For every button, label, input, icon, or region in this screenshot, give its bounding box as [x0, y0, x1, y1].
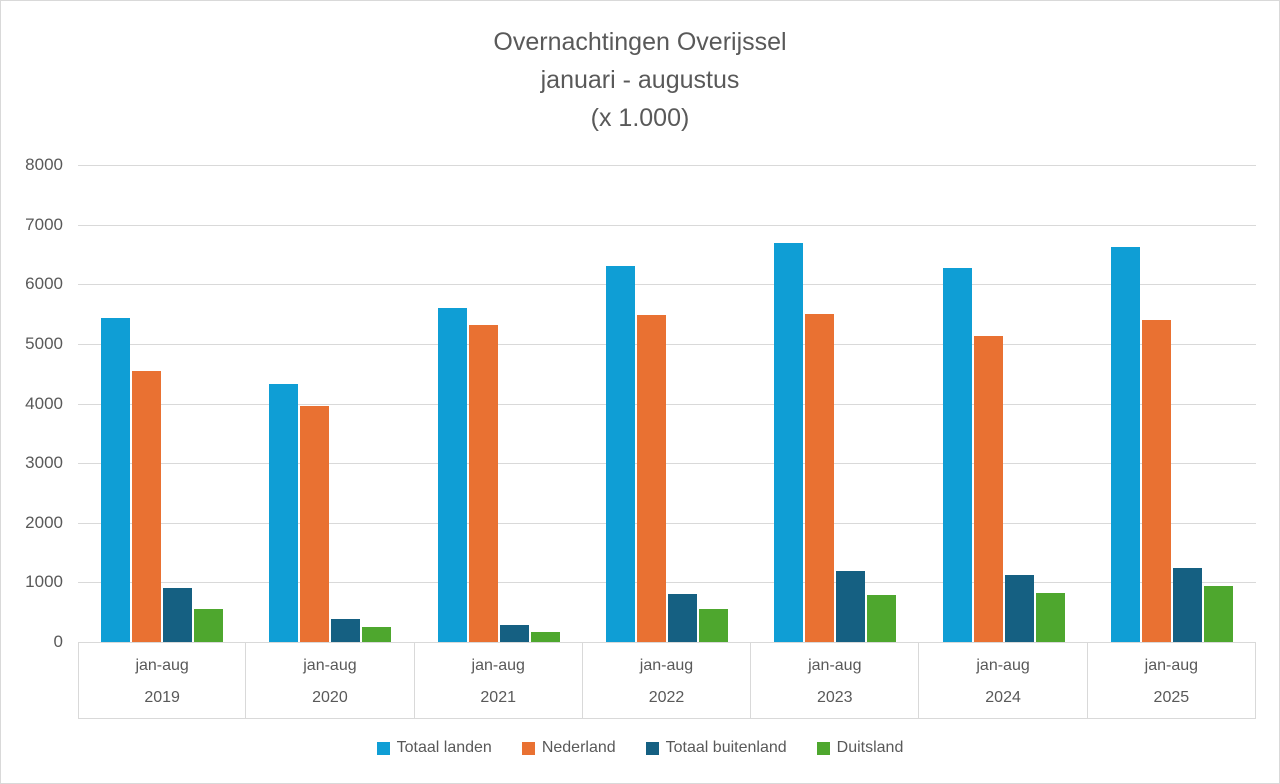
x-year-label-2024: 2024 [985, 689, 1021, 706]
bar-totaal-buitenland-2021 [500, 625, 529, 642]
bar-nederland-2020 [300, 406, 329, 642]
x-axis-label-strip [78, 642, 1256, 719]
legend-label-totaal-landen: Totaal landen [396, 739, 492, 756]
bar-totaal-buitenland-2025 [1173, 568, 1202, 642]
legend-label-nederland: Nederland [541, 739, 616, 756]
x-sublabel-2021: jan-aug [471, 657, 525, 674]
x-year-label-2020: 2020 [312, 689, 348, 706]
bar-nederland-2023 [805, 314, 834, 642]
chart-title [1, 23, 1279, 137]
ytick-label-6000: 6000 [25, 274, 63, 294]
bar-duitsland-2020 [362, 627, 391, 642]
gridline-2000 [78, 523, 1256, 524]
legend-label-duitsland: Duitsland [836, 739, 904, 756]
ytick-label-7000: 7000 [25, 214, 63, 234]
x-sublabel-2023: jan-aug [808, 657, 862, 674]
legend-item-totaal-buitenland [646, 739, 787, 757]
legend-swatch-totaal-landen [377, 742, 390, 755]
legend-swatch-nederland [522, 742, 535, 755]
bar-totaal-buitenland-2020 [331, 619, 360, 642]
bar-duitsland-2024 [1036, 593, 1065, 642]
x-category-2024 [919, 642, 1087, 718]
chart-title-line2: januari - augustus [540, 66, 740, 94]
bar-duitsland-2019 [194, 609, 223, 642]
ytick-label-1000: 1000 [25, 572, 63, 592]
bar-totaal-buitenland-2022 [668, 594, 697, 642]
bar-duitsland-2021 [531, 632, 560, 642]
bar-duitsland-2023 [867, 595, 896, 642]
x-year-label-2022: 2022 [648, 689, 685, 706]
bar-totaal-landen-2020 [269, 384, 298, 642]
gridline-5000 [78, 344, 1256, 345]
legend-label-totaal-buitenland: Totaal buitenland [665, 739, 787, 756]
gridline-6000 [78, 284, 1256, 285]
bar-duitsland-2025 [1204, 586, 1233, 642]
x-category-2022 [583, 642, 751, 718]
legend-swatch-duitsland [817, 742, 830, 755]
x-category-2019 [78, 642, 246, 718]
bar-nederland-2021 [469, 325, 498, 642]
bar-totaal-buitenland-2023 [836, 571, 865, 642]
bar-totaal-landen-2023 [774, 243, 803, 642]
ytick-label-3000: 3000 [25, 453, 63, 473]
x-category-2023 [751, 642, 919, 718]
bar-nederland-2022 [637, 315, 666, 642]
ytick-label-8000: 8000 [25, 155, 63, 174]
x-year-label-2023: 2023 [816, 689, 853, 706]
bar-totaal-landen-2025 [1111, 247, 1140, 642]
bar-nederland-2025 [1142, 320, 1171, 642]
chart-title-line3: (x 1.000) [590, 104, 690, 132]
ytick-label-2000: 2000 [25, 512, 63, 532]
legend-item-duitsland [817, 739, 904, 757]
legend-item-totaal-landen [377, 739, 492, 757]
bar-totaal-buitenland-2019 [163, 588, 192, 642]
x-year-label-2019: 2019 [144, 689, 180, 706]
bar-totaal-landen-2024 [943, 268, 972, 642]
ytick-label-5000: 5000 [25, 333, 63, 353]
gridline-1000 [78, 582, 1256, 583]
legend [1, 739, 1279, 757]
ytick-label-0: 0 [53, 632, 63, 651]
chart-title-line1: Overnachtingen Overijssel [493, 28, 787, 56]
bar-nederland-2024 [974, 336, 1003, 642]
x-category-2025 [1088, 642, 1256, 718]
legend-item-nederland [522, 739, 616, 757]
gridline-4000 [78, 404, 1256, 405]
x-category-2020 [246, 642, 414, 718]
x-sublabel-2019: jan-aug [135, 657, 189, 674]
x-year-label-2025: 2025 [1153, 689, 1190, 706]
bar-nederland-2019 [132, 371, 161, 642]
gridline-8000 [78, 165, 1256, 166]
bar-totaal-buitenland-2024 [1005, 575, 1034, 642]
bar-duitsland-2022 [699, 609, 728, 642]
bar-totaal-landen-2022 [606, 266, 635, 642]
bar-totaal-landen-2019 [101, 318, 130, 642]
x-year-label-2021: 2021 [480, 689, 516, 706]
x-sublabel-2020: jan-aug [303, 657, 357, 674]
x-sublabel-2022: jan-aug [639, 657, 694, 674]
gridline-3000 [78, 463, 1256, 464]
ytick-label-4000: 4000 [25, 393, 63, 413]
legend-swatch-totaal-buitenland [646, 742, 659, 755]
bar-totaal-landen-2021 [438, 308, 467, 642]
x-sublabel-2025: jan-aug [1144, 657, 1199, 674]
x-sublabel-2024: jan-aug [976, 657, 1030, 674]
gridline-7000 [78, 225, 1256, 226]
x-category-2021 [415, 642, 583, 718]
